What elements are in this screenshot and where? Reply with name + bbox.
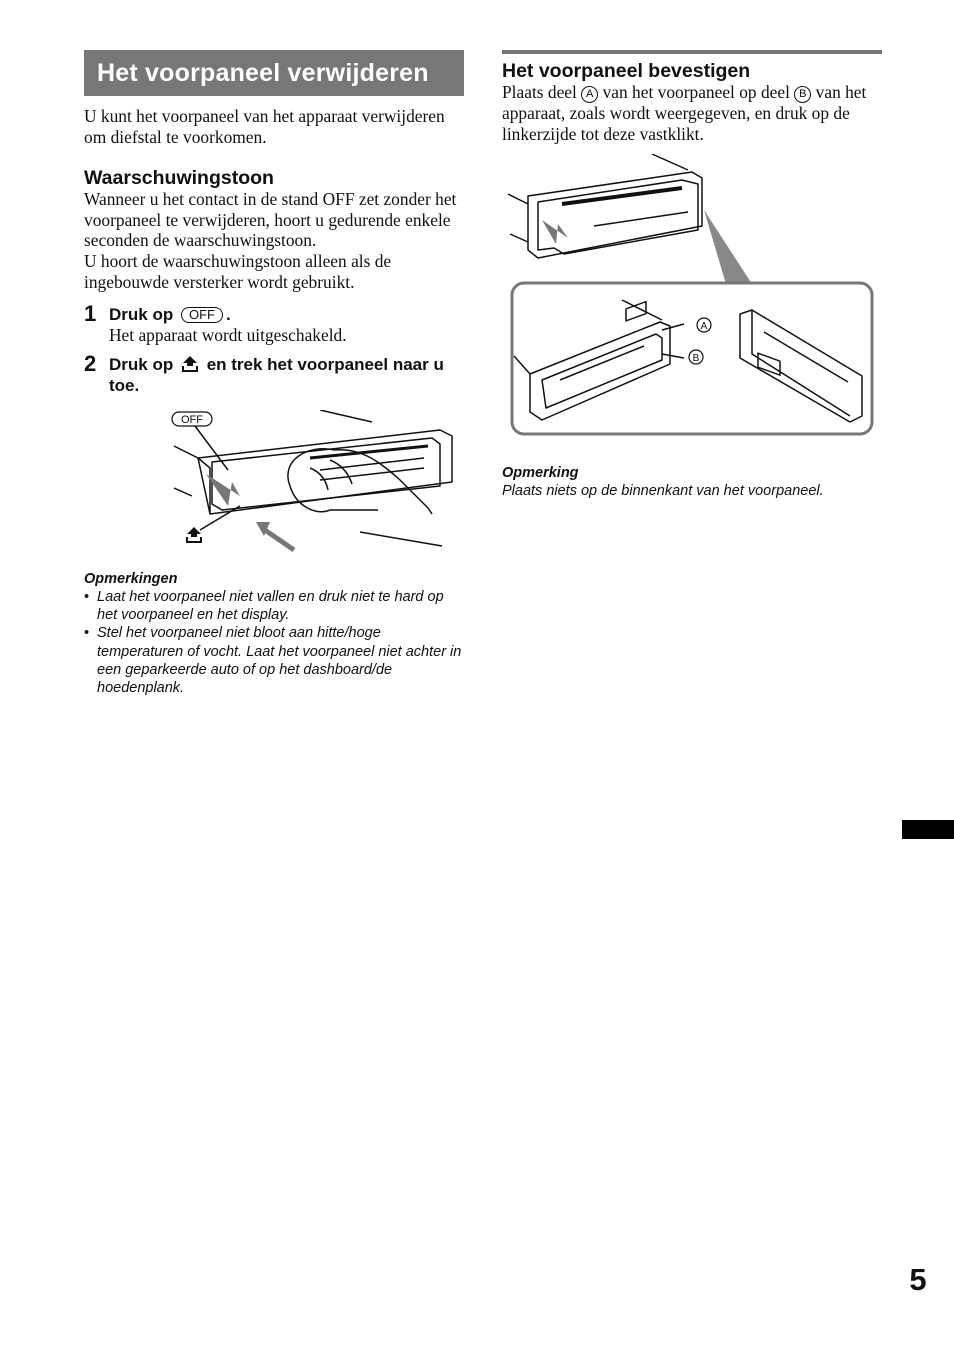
step-2-suffix: en trek het voorpaneel naar u toe.: [109, 354, 444, 395]
attach-paragraph: [502, 82, 882, 144]
warning-paragraph-1: Wanneer u het contact in de stand OFF zet zonder het voorpaneel te verwijderen, hoort u gedurende enkele seconden de waarschuwingstoon.: [84, 189, 457, 251]
step-number-1: 1: [84, 301, 97, 327]
attach-note-title: Opmerking: [502, 465, 579, 482]
attach-illustration: [502, 154, 882, 454]
attach-text-3: van het apparaat, zoals wordt weergegeven, en druk op de linkerzijde tot deze vastklikt.: [502, 82, 867, 144]
attach-heading: Het voorpaneel bevestigen: [502, 60, 751, 82]
attach-text-1: Plaats deel: [502, 82, 577, 102]
page-number: 5: [909, 1262, 927, 1297]
attach-note-text: Plaats niets op de binnenkant van het voorpaneel.: [502, 483, 824, 500]
attach-note-block: [502, 464, 882, 500]
step-1-suffix: .: [225, 305, 231, 325]
step-2-title: [109, 354, 464, 396]
step-number-2: 2: [84, 350, 97, 376]
right-column: [502, 50, 882, 500]
release-icon: [181, 355, 199, 372]
note-item-1: • Laat het voorpaneel niet vallen en druk niet te hard op het voorpaneel en het display.: [84, 588, 464, 625]
removal-illustration: [170, 410, 470, 560]
figure-release-icon: [187, 527, 201, 542]
section-title: Het voorpaneel verwijderen: [84, 50, 464, 96]
step-2: [84, 350, 464, 396]
warning-heading: Waarschuwingstoon: [84, 167, 274, 190]
step-1-prefix: Druk op: [109, 305, 174, 325]
note-item-2: • Stel het voorpaneel niet bloot aan hitte/hoge temperaturen of vocht. Laat het voorpaneel niet achter in een geparkeerde auto of op het dashboard/de hoedenplank.: [84, 624, 464, 697]
label-b-badge: B: [794, 86, 811, 103]
left-column: [84, 50, 464, 698]
intro-paragraph: U kunt het voorpaneel van het apparaat verwijderen om diefstal te voorkomen.: [84, 106, 445, 147]
notes-block: [84, 570, 464, 698]
step-1-title: [109, 304, 464, 325]
figure-label-b: B: [692, 353, 700, 365]
figure-off-label: OFF: [181, 413, 203, 426]
step-1: [84, 301, 464, 346]
language-tab-marker: [902, 820, 954, 839]
step-2-prefix: Druk op: [109, 354, 174, 374]
notes-title: Opmerkingen: [84, 570, 178, 587]
warning-paragraph-2: U hoort de waarschuwingstoon alleen als de ingebouwde versterker wordt gebruikt.: [84, 250, 392, 292]
off-button-label: OFF: [181, 307, 223, 323]
step-1-description: Het apparaat wordt uitgeschakeld.: [109, 325, 347, 346]
label-a-badge: A: [581, 86, 598, 103]
figure-label-a: A: [700, 321, 708, 333]
heading-rule: [502, 50, 882, 54]
attach-text-2: van het voorpaneel op deel: [602, 82, 790, 102]
notes-list: [84, 588, 464, 698]
